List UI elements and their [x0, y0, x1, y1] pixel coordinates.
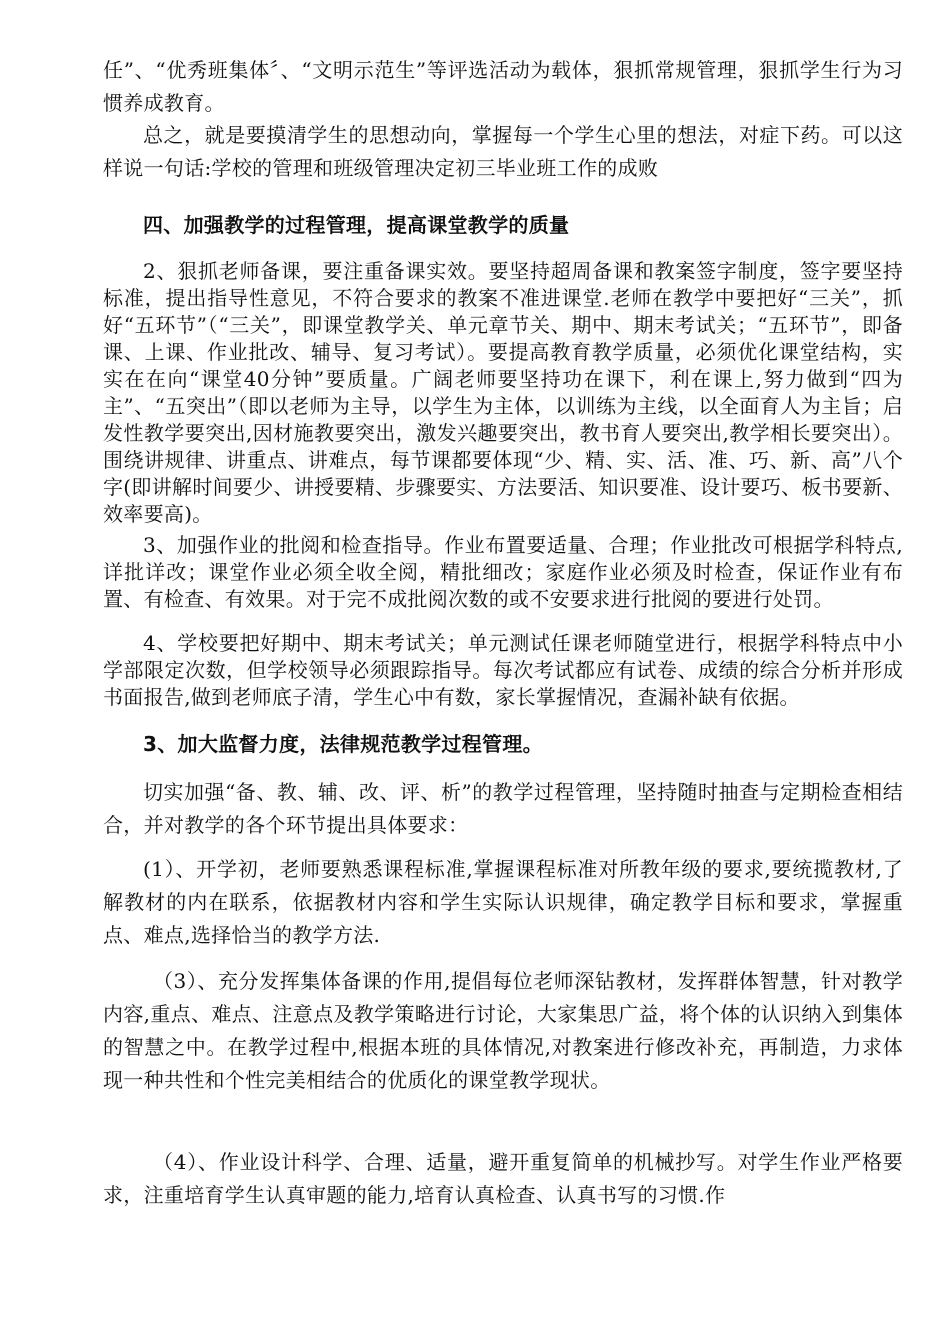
- paragraph-exams: 4、学校要把好期中、期末考试关；单元测试任课老师随堂进行，根据学科特点中小学部限定次数，但学校领导必须跟踪指导。每次考试都应有试卷、成绩的综合分析并形成书面报告,做到老师底子清，学生心中有数，家长掌握情况，查漏补缺有依据。: [103, 631, 903, 709]
- paragraph-continuation: 任”、“优秀班集体〞、“文明示范生”等评选活动为载体，狠抓常规管理，狠抓学生行为习惯养成教育。: [103, 58, 903, 115]
- paragraph-item-1: (1）、开学初，老师要熟悉课程标准,掌握课程标准对所教年级的要求,要统揽教材,了解教材的内在联系，依据教材内容和学生实际认识规律，确定教学目标和要求，掌握重点、难点,选择恰当的教学方法.: [103, 857, 903, 947]
- section-heading-four: 四、加强教学的过程管理，提高课堂教学的质量: [143, 213, 570, 237]
- paragraph-item-3: （3）、充分发挥集体备课的作用,提倡每位老师深钻教材，发挥群体智慧，针对教学内容,重点、难点、注意点及教学策略进行讨论，大家集思广益，将个体的认识纳入到集体的智慧之中。在教学过程中,根据本班的具体情况,对教案进行修改补充，再制造，力求体现一种共性和个性完美相结合的优质化的课堂教学现状。: [103, 969, 903, 1092]
- paragraph-homework-review: 3、加强作业的批阅和检查指导。作业布置要适量、合理；作业批改可根据学科特点,详批详改；课堂作业必须全收全阅，精批细改；家庭作业必须及时检查，保证作业有布置、有检查、有效果。对于完不成批阅次数的或不安要求进行批阅的要进行处罚。: [103, 533, 903, 611]
- paragraph-item-4: （4）、作业设计科学、合理、适量，避开重复简单的机械抄写。对学生作业严格要求，注重培育学生认真审题的能力,培育认真检查、认真书写的习惯.作: [103, 1150, 903, 1207]
- paragraph-process-management: 切实加强“备、教、辅、改、评、析”的教学过程管理，坚持随时抽查与定期检查相结合，并对教学的各个环节提出具体要求：: [103, 780, 903, 837]
- paragraph-summary: 总之，就是要摸清学生的思想动向，掌握每一个学生心里的想法，对症下药。可以这样说一句话:学校的管理和班级管理决定初三毕业班工作的成败: [103, 123, 903, 180]
- paragraph-lesson-preparation: 2、狠抓老师备课，要注重备课实效。要坚持超周备课和教案签字制度，签字要坚持标准，提出指导性意见，不符合要求的教案不准进课堂.老师在教学中要把好“三关”，抓好“五环节”（“三关”，即课堂教学关、单元章节关、期中、期末考试关；“五环节”，即备课、上课、作业批改、辅导、复习考试）。要提高教育教学质量，必须优化课堂结构，实实在在向“课堂40分钟”要质量。广阔老师要坚持功在课下，利在课上,努力做到“四为主”、“五突出”（即以老师为主导，以学生为主体，以训练为主线，以全面育人为主旨；启发性教学要突出,因材施教要突出，激发兴趣要突出，教书育人要突出,教学相长要突出）。围绕讲规律、讲重点、讲难点，每节课都要体现“少、精、实、活、准、巧、新、高”八个字(即讲解时间要少、讲授要精、步骤要实、方法要活、知识要准、设计要巧、板书要新、效率要高)。: [103, 259, 903, 526]
- section-heading-supervision: 3、加大监督力度，法律规范教学过程管理。: [143, 732, 543, 756]
